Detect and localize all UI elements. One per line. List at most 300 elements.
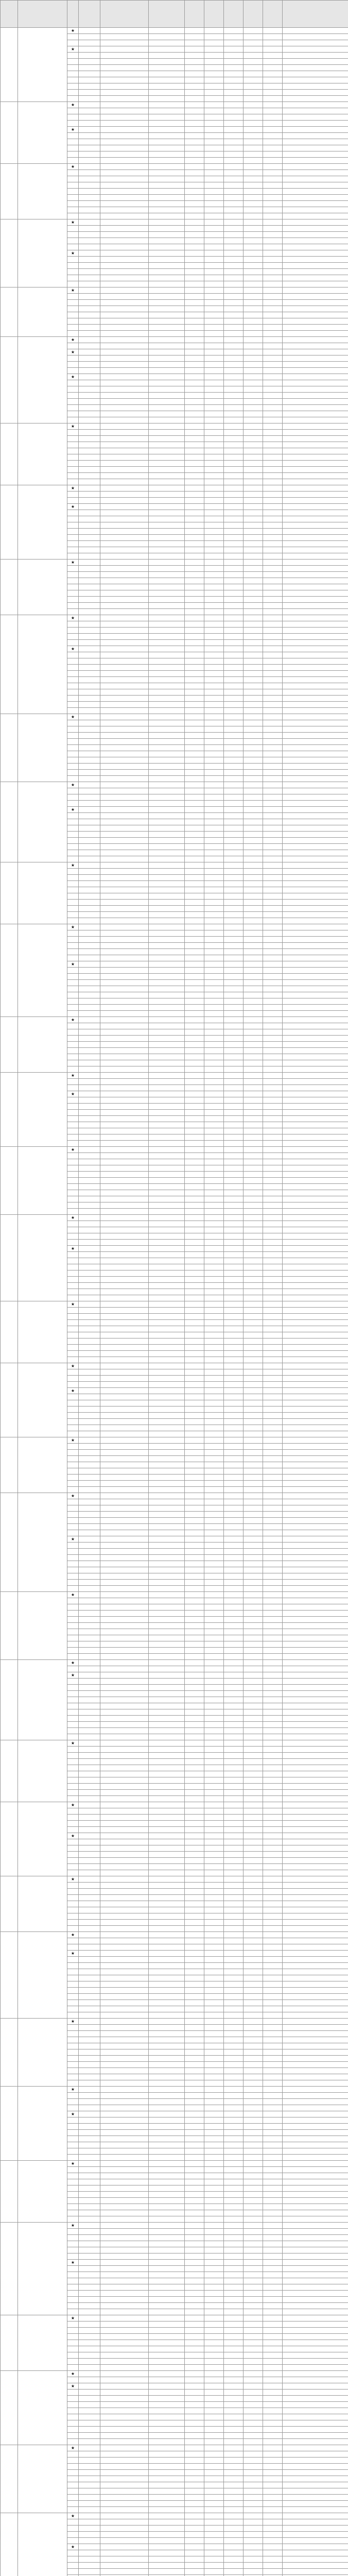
quota-d-cell — [243, 2235, 263, 2241]
quota-d-cell — [243, 232, 263, 238]
quota-a-cell — [185, 708, 204, 714]
quota-e-cell — [263, 1437, 283, 1444]
major-name-cell — [100, 1530, 149, 1536]
key-discipline-star-icon — [67, 158, 79, 164]
quota-e-cell — [263, 887, 283, 893]
quota-c-cell — [224, 1920, 243, 1926]
major-name-cell — [100, 832, 149, 838]
quota-e-cell — [263, 2062, 283, 2068]
major-name-cell — [100, 219, 149, 226]
major-name-cell — [100, 1518, 149, 1524]
major-name-cell — [100, 1852, 149, 1858]
quota-c-cell — [224, 683, 243, 689]
major-code-cell — [79, 628, 100, 634]
major-name-cell — [100, 640, 149, 646]
major-code-cell — [79, 869, 100, 875]
remark-cell — [283, 862, 348, 869]
quota-d-cell — [243, 1308, 263, 1314]
quota-d-cell — [243, 677, 263, 683]
quota-b-cell — [204, 2315, 224, 2321]
major-code-cell — [79, 2513, 100, 2519]
quota-c-cell — [224, 405, 243, 411]
major-code-cell — [79, 726, 100, 733]
direction-cell — [149, 887, 185, 893]
quota-a-cell — [185, 980, 204, 986]
key-discipline-star-icon — [67, 770, 79, 776]
remark-cell — [283, 2117, 348, 2124]
table-row — [1, 2019, 348, 2025]
key-discipline-star-icon — [67, 411, 79, 417]
quota-d-cell — [243, 90, 263, 96]
key-discipline-star-icon — [67, 2526, 79, 2532]
direction-cell — [149, 2340, 185, 2346]
key-discipline-star-icon — [67, 2377, 79, 2383]
major-name-cell — [100, 2408, 149, 2414]
quota-a-cell — [185, 671, 204, 677]
quota-e-cell — [263, 2309, 283, 2315]
major-code-cell — [79, 337, 100, 343]
quota-d-cell — [243, 1784, 263, 1790]
quota-d-cell — [243, 2136, 263, 2142]
quota-d-cell — [243, 2396, 263, 2402]
quota-d-cell — [243, 1505, 263, 1512]
major-code-cell — [79, 2544, 100, 2550]
quota-b-cell — [204, 1394, 224, 1400]
quota-c-cell — [224, 1073, 243, 1079]
quota-c-cell — [224, 529, 243, 535]
remark-cell — [283, 2068, 348, 2074]
quota-e-cell — [263, 121, 283, 127]
quota-d-cell — [243, 535, 263, 541]
direction-cell — [149, 2556, 185, 2563]
quota-c-cell — [224, 1901, 243, 1907]
dept-code-cell — [1, 2371, 18, 2445]
major-name-cell — [100, 448, 149, 454]
direction-cell — [149, 1054, 185, 1060]
quota-c-cell — [224, 560, 243, 566]
quota-b-cell — [204, 226, 224, 232]
key-discipline-star-icon — [67, 2266, 79, 2272]
direction-cell — [149, 1827, 185, 1833]
key-discipline-star-icon — [67, 2297, 79, 2303]
quota-d-cell — [243, 1394, 263, 1400]
quota-c-cell — [224, 2414, 243, 2420]
direction-cell — [149, 1351, 185, 1357]
key-discipline-star-icon — [67, 1005, 79, 1011]
quota-c-cell — [224, 454, 243, 461]
quota-b-cell — [204, 405, 224, 411]
quota-a-cell — [185, 510, 204, 516]
major-name-cell — [100, 1969, 149, 1975]
remark-cell — [283, 1611, 348, 1617]
remark-cell — [283, 2198, 348, 2204]
quota-e-cell — [263, 1709, 283, 1716]
major-name-cell — [100, 1685, 149, 1691]
quota-e-cell — [263, 819, 283, 825]
remark-cell — [283, 1258, 348, 1264]
direction-cell — [149, 2192, 185, 2198]
quota-b-cell — [204, 2025, 224, 2031]
quota-a-cell — [185, 405, 204, 411]
direction-cell — [149, 1815, 185, 1821]
major-name-cell — [100, 726, 149, 733]
quota-e-cell — [263, 448, 283, 454]
quota-e-cell — [263, 1159, 283, 1165]
quota-b-cell — [204, 2309, 224, 2315]
major-name-cell — [100, 1845, 149, 1852]
direction-cell — [149, 2451, 185, 2458]
quota-a-cell — [185, 1660, 204, 1666]
quota-a-cell — [185, 2185, 204, 2192]
quota-d-cell — [243, 2056, 263, 2062]
quota-e-cell — [263, 2303, 283, 2309]
key-discipline-star-icon — [67, 1481, 79, 1487]
quota-a-cell — [185, 1988, 204, 1994]
key-discipline-star-icon — [67, 949, 79, 955]
quota-e-cell — [263, 572, 283, 578]
dept-name-cell — [18, 1660, 67, 1740]
quota-d-cell — [243, 776, 263, 782]
quota-c-cell — [224, 77, 243, 83]
quota-d-cell — [243, 838, 263, 844]
key-discipline-star-icon — [67, 2501, 79, 2507]
quota-b-cell — [204, 1215, 224, 1221]
quota-c-cell — [224, 1555, 243, 1561]
key-discipline-star-icon — [67, 665, 79, 671]
key-discipline-star-icon — [67, 640, 79, 646]
quota-a-cell — [185, 182, 204, 189]
remark-cell — [283, 856, 348, 862]
quota-e-cell — [263, 2043, 283, 2049]
major-code-cell — [79, 368, 100, 374]
quota-a-cell — [185, 2396, 204, 2402]
remark-cell — [283, 1159, 348, 1165]
direction-cell — [149, 764, 185, 770]
dept-name-cell — [18, 164, 67, 219]
direction-cell — [149, 986, 185, 992]
quota-e-cell — [263, 764, 283, 770]
direction-cell — [149, 430, 185, 436]
major-name-cell — [100, 2260, 149, 2266]
major-code-cell — [79, 1802, 100, 1808]
key-discipline-star-icon — [67, 2000, 79, 2006]
quota-d-cell — [243, 1883, 263, 1889]
major-code-cell — [79, 646, 100, 652]
quota-b-cell — [204, 529, 224, 535]
major-code-cell — [79, 1988, 100, 1994]
quota-e-cell — [263, 374, 283, 380]
key-discipline-star-icon — [67, 238, 79, 244]
quota-c-cell — [224, 164, 243, 170]
major-code-cell — [79, 1957, 100, 1963]
quota-e-cell — [263, 2229, 283, 2235]
major-name-cell — [100, 1258, 149, 1264]
key-discipline-star-icon: ★ — [67, 2260, 79, 2266]
quota-d-cell — [243, 1450, 263, 1456]
major-code-cell — [79, 1944, 100, 1951]
quota-d-cell — [243, 2340, 263, 2346]
remark-cell — [283, 2006, 348, 2012]
quota-d-cell — [243, 405, 263, 411]
dept-code-cell — [1, 287, 18, 337]
remark-cell — [283, 195, 348, 201]
quota-a-cell — [185, 1648, 204, 1654]
major-name-cell — [100, 2389, 149, 2396]
direction-cell — [149, 1567, 185, 1573]
remark-cell — [283, 2439, 348, 2445]
major-code-cell — [79, 405, 100, 411]
quota-e-cell — [263, 1023, 283, 1029]
quota-d-cell — [243, 2334, 263, 2340]
quota-c-cell — [224, 1994, 243, 2000]
direction-cell — [149, 1240, 185, 1246]
quota-a-cell — [185, 1889, 204, 1895]
major-code-cell — [79, 504, 100, 510]
major-code-cell — [79, 1233, 100, 1240]
quota-e-cell — [263, 869, 283, 875]
major-name-cell — [100, 2043, 149, 2049]
remark-cell — [283, 250, 348, 257]
quota-d-cell — [243, 714, 263, 720]
quota-a-cell — [185, 516, 204, 522]
major-name-cell — [100, 2439, 149, 2445]
quota-d-cell — [243, 1833, 263, 1839]
major-code-cell — [79, 974, 100, 980]
quota-b-cell — [204, 1864, 224, 1870]
major-code-cell — [79, 1444, 100, 1450]
quota-a-cell — [185, 794, 204, 801]
quota-a-cell — [185, 201, 204, 207]
quota-d-cell — [243, 1629, 263, 1635]
key-discipline-star-icon — [67, 1406, 79, 1413]
direction-cell — [149, 1221, 185, 1227]
remark-cell — [283, 1190, 348, 1196]
major-name-cell — [100, 1784, 149, 1790]
major-code-cell — [79, 1926, 100, 1932]
key-discipline-star-icon — [67, 683, 79, 689]
quota-c-cell — [224, 1561, 243, 1567]
quota-b-cell — [204, 597, 224, 603]
quota-e-cell — [263, 275, 283, 281]
quota-e-cell — [263, 677, 283, 683]
quota-b-cell — [204, 621, 224, 628]
key-discipline-star-icon — [67, 461, 79, 467]
remark-cell — [283, 504, 348, 510]
quota-c-cell — [224, 850, 243, 856]
major-code-cell — [79, 1617, 100, 1623]
quota-a-cell — [185, 1190, 204, 1196]
major-code-cell — [79, 28, 100, 34]
major-name-cell — [100, 504, 149, 510]
quota-d-cell — [243, 1691, 263, 1697]
column-header-quota-a — [185, 1, 204, 28]
direction-cell — [149, 881, 185, 887]
quota-b-cell — [204, 114, 224, 121]
quota-c-cell — [224, 65, 243, 71]
quota-c-cell — [224, 504, 243, 510]
major-name-cell — [100, 337, 149, 343]
quota-a-cell — [185, 1957, 204, 1963]
key-discipline-star-icon — [67, 819, 79, 825]
direction-cell — [149, 1122, 185, 1128]
quota-a-cell — [185, 2414, 204, 2420]
quota-c-cell — [224, 2544, 243, 2550]
major-code-cell — [79, 1505, 100, 1512]
direction-cell — [149, 2408, 185, 2414]
direction-cell — [149, 677, 185, 683]
major-code-cell — [79, 2445, 100, 2451]
key-discipline-star-icon — [67, 2458, 79, 2464]
quota-b-cell — [204, 708, 224, 714]
remark-cell — [283, 1876, 348, 1883]
major-code-cell — [79, 1042, 100, 1048]
key-discipline-star-icon — [67, 2433, 79, 2439]
direction-cell — [149, 2482, 185, 2488]
quota-a-cell — [185, 2266, 204, 2272]
direction-cell — [149, 1073, 185, 1079]
remark-cell — [283, 1988, 348, 1994]
quota-c-cell — [224, 1048, 243, 1054]
remark-cell — [283, 448, 348, 454]
dept-code-cell — [1, 2019, 18, 2087]
quota-b-cell — [204, 1085, 224, 1091]
major-name-cell — [100, 1233, 149, 1240]
key-discipline-star-icon — [67, 2495, 79, 2501]
quota-b-cell — [204, 343, 224, 349]
quota-a-cell — [185, 1623, 204, 1629]
quota-e-cell — [263, 59, 283, 65]
quota-e-cell — [263, 287, 283, 294]
quota-a-cell — [185, 2297, 204, 2303]
quota-d-cell — [243, 1104, 263, 1110]
direction-cell — [149, 1883, 185, 1889]
quota-e-cell — [263, 1858, 283, 1864]
major-name-cell — [100, 1648, 149, 1654]
remark-cell — [283, 492, 348, 498]
remark-cell — [283, 1895, 348, 1901]
quota-b-cell — [204, 986, 224, 992]
major-name-cell — [100, 801, 149, 807]
quota-c-cell — [224, 2488, 243, 2495]
quota-e-cell — [263, 2346, 283, 2352]
direction-cell — [149, 1821, 185, 1827]
quota-a-cell — [185, 1932, 204, 1938]
quota-c-cell — [224, 671, 243, 677]
dept-name-cell — [18, 1437, 67, 1493]
major-name-cell — [100, 2185, 149, 2192]
quota-d-cell — [243, 2105, 263, 2111]
quota-b-cell — [204, 1901, 224, 1907]
quota-a-cell — [185, 646, 204, 652]
key-discipline-star-icon — [67, 2346, 79, 2352]
major-code-cell — [79, 757, 100, 764]
major-name-cell — [100, 417, 149, 423]
quota-b-cell — [204, 2229, 224, 2235]
key-discipline-star-icon: ★ — [67, 46, 79, 53]
dept-name-cell — [18, 287, 67, 337]
direction-cell — [149, 1270, 185, 1277]
direction-cell — [149, 145, 185, 151]
major-code-cell — [79, 1716, 100, 1722]
remark-cell — [283, 90, 348, 96]
quota-e-cell — [263, 108, 283, 114]
key-discipline-star-icon — [67, 1530, 79, 1536]
quota-e-cell — [263, 399, 283, 405]
major-name-cell — [100, 578, 149, 584]
quota-c-cell — [224, 1141, 243, 1147]
quota-b-cell — [204, 1543, 224, 1549]
key-discipline-star-icon — [67, 739, 79, 745]
quota-b-cell — [204, 442, 224, 448]
quota-e-cell — [263, 1913, 283, 1920]
quota-e-cell — [263, 1808, 283, 1815]
major-code-cell — [79, 201, 100, 207]
major-name-cell — [100, 2117, 149, 2124]
quota-c-cell — [224, 1845, 243, 1852]
table-row — [1, 337, 348, 343]
key-discipline-star-icon — [67, 832, 79, 838]
remark-cell — [283, 2253, 348, 2260]
quota-a-cell — [185, 1617, 204, 1623]
remark-cell — [283, 1116, 348, 1122]
major-name-cell — [100, 1827, 149, 1833]
major-code-cell — [79, 930, 100, 937]
direction-cell — [149, 287, 185, 294]
quota-c-cell — [224, 2451, 243, 2458]
remark-cell — [283, 535, 348, 541]
quota-b-cell — [204, 2439, 224, 2445]
quota-b-cell — [204, 201, 224, 207]
remark-cell — [283, 634, 348, 640]
quota-a-cell — [185, 2328, 204, 2334]
quota-d-cell — [243, 1771, 263, 1777]
major-name-cell — [100, 2532, 149, 2538]
major-code-cell — [79, 2185, 100, 2192]
quota-a-cell — [185, 1431, 204, 1437]
quota-c-cell — [224, 2148, 243, 2155]
major-code-cell — [79, 2383, 100, 2389]
quota-d-cell — [243, 1351, 263, 1357]
direction-cell — [149, 2309, 185, 2315]
key-discipline-star-icon — [67, 516, 79, 522]
quota-b-cell — [204, 2291, 224, 2297]
key-discipline-star-icon — [67, 1122, 79, 1128]
major-code-cell — [79, 1666, 100, 1672]
quota-e-cell — [263, 2519, 283, 2526]
remark-cell — [283, 1338, 348, 1345]
direction-cell — [149, 1926, 185, 1932]
key-discipline-star-icon: ★ — [67, 1246, 79, 1252]
key-discipline-star-icon — [67, 2037, 79, 2043]
quota-c-cell — [224, 139, 243, 145]
quota-b-cell — [204, 127, 224, 133]
quota-b-cell — [204, 1005, 224, 1011]
quota-b-cell — [204, 906, 224, 912]
quota-d-cell — [243, 1901, 263, 1907]
major-code-cell — [79, 1808, 100, 1815]
quota-c-cell — [224, 1641, 243, 1648]
quota-e-cell — [263, 1666, 283, 1672]
quota-a-cell — [185, 1264, 204, 1270]
quota-e-cell — [263, 615, 283, 621]
remark-cell — [283, 665, 348, 671]
key-discipline-star-icon — [67, 1561, 79, 1567]
direction-cell — [149, 1716, 185, 1722]
quota-a-cell — [185, 2445, 204, 2451]
quota-b-cell — [204, 1481, 224, 1487]
major-code-cell — [79, 430, 100, 436]
major-name-cell — [100, 1913, 149, 1920]
